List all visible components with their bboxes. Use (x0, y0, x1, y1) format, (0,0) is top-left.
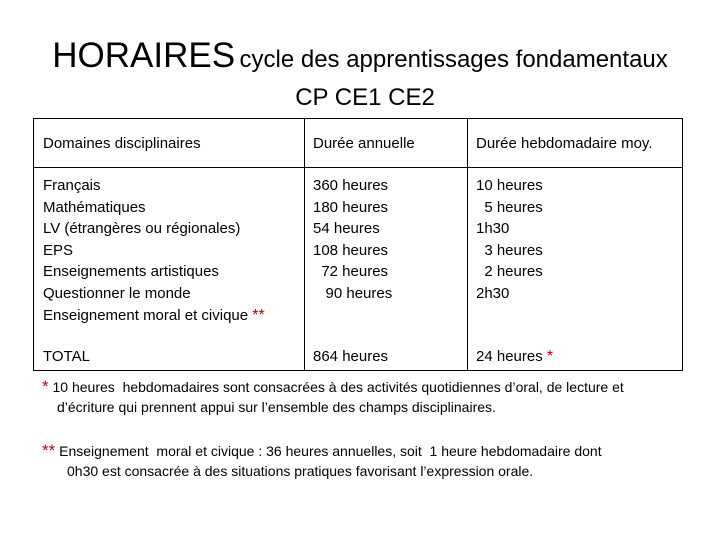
total-note-mark: * (546, 348, 554, 365)
header-domains: Domaines disciplinaires (43, 135, 201, 152)
total-weekly-value: 24 heures (476, 348, 543, 365)
title-main: HORAIRES (52, 36, 236, 75)
footnote-1-mark: * (42, 377, 49, 396)
total-annual: 864 heures (313, 348, 389, 365)
title-subtitle: cycle des apprentissages fondamentaux (239, 46, 668, 73)
footnote-2 (42, 440, 602, 462)
footnote-2-line1: Enseignement moral et civique : 36 heures annuelles, soit 1 heure hebdomadaire dont (59, 443, 602, 459)
domains-text: Français Mathématiques LV (étrangères ou régionales) EPS Enseignements artistiques Questionner le monde Enseignement moral et civique (43, 177, 249, 324)
annual-hours-list: 360 heures 180 heures 54 heures 108 heures 72 heures 90 heures (313, 177, 393, 302)
footnote-2-mark: ** (42, 441, 56, 460)
header-divider (34, 167, 682, 168)
page-title (0, 36, 720, 76)
column-divider-2 (467, 119, 468, 370)
domains-list (43, 175, 265, 326)
footnote-2-line2: 0h30 est consacrée à des situations pratiques favorisant l’expression orale. (67, 463, 534, 479)
footnote-1-line1: 10 heures hebdomadaires sont consacrées à des activités quotidiennes d’oral, de lecture et (52, 379, 624, 395)
footnote-1 (42, 376, 624, 398)
total-label: TOTAL (43, 348, 90, 365)
weekly-hours-list: 10 heures 5 heures 1h30 3 heures 2 heures 2h30 (476, 177, 543, 302)
domains-note-mark: ** (252, 306, 265, 324)
title-levels: CP CE1 CE2 (295, 84, 435, 111)
header-annual: Durée annuelle (313, 135, 415, 152)
column-divider-1 (304, 119, 305, 370)
header-weekly: Durée hebdomadaire moy. (476, 135, 653, 152)
total-weekly (476, 346, 553, 368)
footnote-1-line2: d’écriture qui prennent appui sur l’ensemble des champs disciplinaires. (57, 399, 496, 415)
schedule-table (33, 118, 683, 371)
